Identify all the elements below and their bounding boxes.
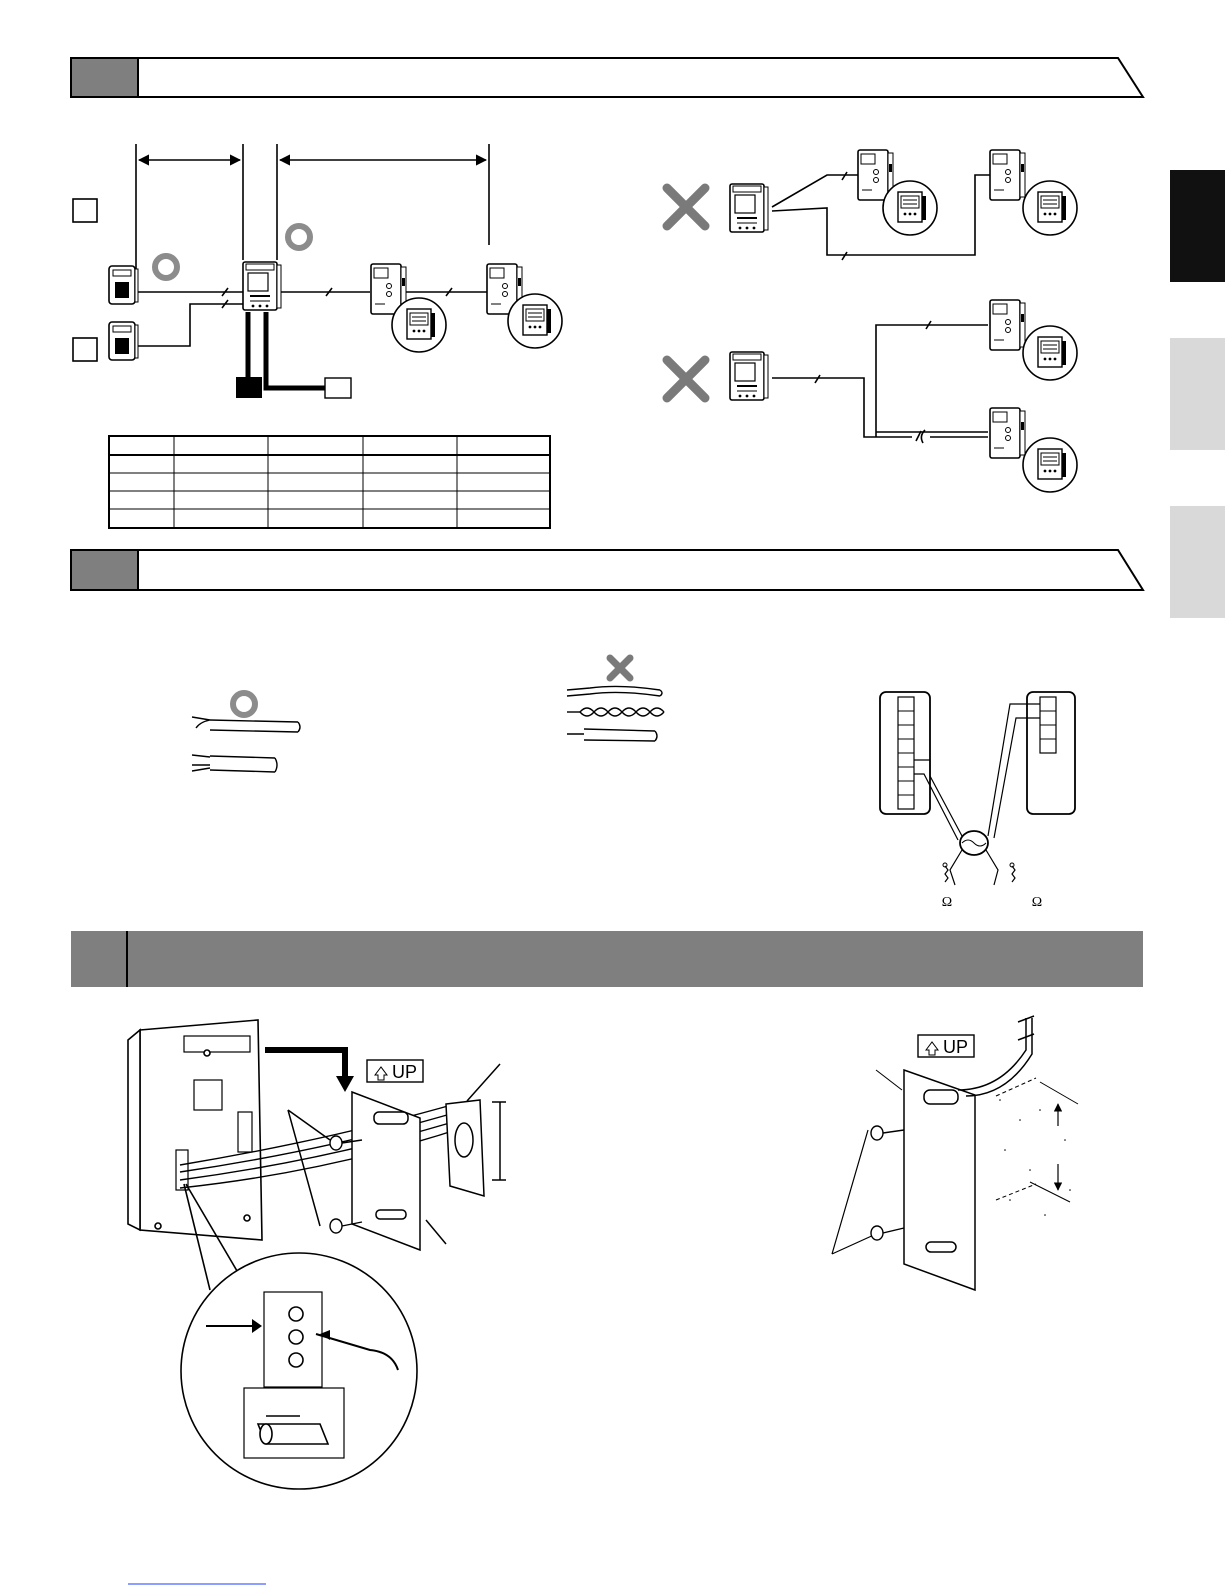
up-label-left (367, 1060, 423, 1082)
black-box (236, 377, 262, 398)
sub-monitor-icon (990, 150, 1025, 200)
zoom-unit-icon (1023, 181, 1077, 235)
resistance-diagram (880, 692, 1075, 885)
sub-monitor-icon (990, 408, 1025, 458)
ohm-label-left: Ω (941, 895, 953, 910)
wiring-table (109, 436, 550, 528)
door-station-icon (109, 266, 138, 304)
ok-circle-icon (155, 256, 177, 278)
wall-dots (999, 1099, 1071, 1216)
label-box-a (73, 199, 97, 222)
ng-cross-icon (667, 188, 705, 398)
mounting-plate-left (288, 1064, 506, 1250)
section-header-2 (71, 550, 1143, 590)
door-station-icon (109, 322, 138, 360)
zoom-unit-icon (392, 298, 446, 352)
distance-dimensions (136, 144, 489, 290)
white-box (325, 378, 351, 398)
up-label-right (918, 1035, 974, 1057)
ok-circle-icon (288, 226, 310, 248)
arrow-down-icon (265, 1050, 345, 1078)
ng-cross-icon (610, 658, 630, 678)
ng-wire-samples (567, 686, 664, 741)
monitor-icon (243, 262, 281, 310)
zoom-unit-icon (508, 294, 562, 348)
zoom-unit-icon (883, 181, 937, 235)
label-box-b (73, 338, 97, 361)
svg-text:UP: UP (392, 1062, 418, 1082)
section-header-3 (71, 931, 1143, 987)
ok-circle-icon (233, 693, 255, 715)
section-header-1 (71, 58, 1143, 97)
sub-monitor-icon (990, 300, 1025, 350)
ok-wire-samples (192, 717, 300, 772)
svg-text:UP: UP (943, 1037, 969, 1057)
zoom-unit-icon (1023, 326, 1077, 380)
monitor-back-illustration (128, 1020, 262, 1240)
ohm-label-right: Ω (1031, 895, 1043, 910)
zoom-unit-icon (1023, 438, 1077, 492)
monitor-icon (730, 352, 768, 400)
screw-icon (871, 1126, 904, 1240)
monitor-icon (730, 184, 768, 232)
ng-wiring-lines (772, 172, 990, 443)
